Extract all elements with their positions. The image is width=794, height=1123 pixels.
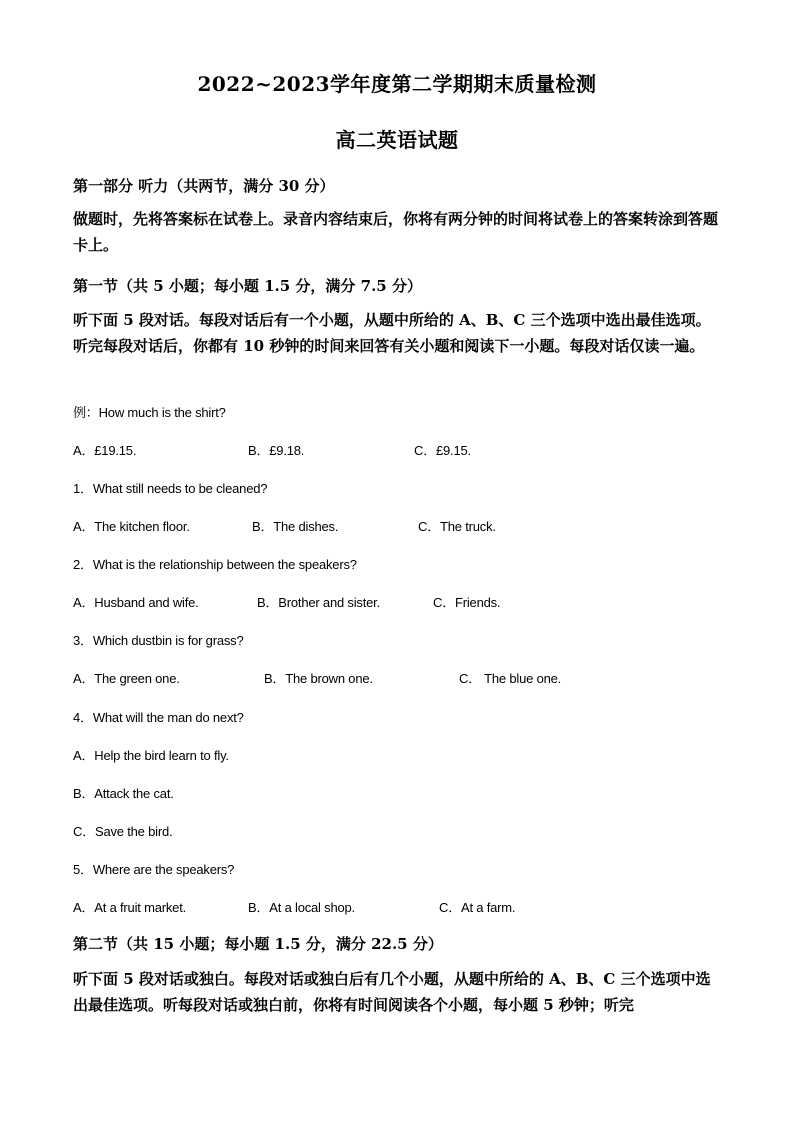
section1-instruction: 听下面 5 段对话。每段对话后有一个小题，从题中所给的 A、B、C 三个选项中选出最佳选项。听完每段对话后，你都有 10 秒钟的时间来回答有关小题和阅读下一小题。每段对话仅读一遍。 [73,311,711,355]
question-5: 5．Where are the speakers? [73,862,235,877]
question-5-option-c: C．At a farm. [439,900,516,915]
exam-subtitle: 高二英语试题 [335,128,459,152]
question-3-option-c: C． The blue one. [459,671,562,686]
question-2-option-a: A．Husband and wife. [73,595,199,610]
example-option-a: A．£19.15. [73,443,137,458]
question-1-option-b: B．The dishes. [252,519,339,534]
section2-instruction: 听下面 5 段对话或独白。每段对话或独白后有几个小题，从题中所给的 A、B、C 三个选项中选出最佳选项。听每段对话或独白前，你将有时间阅读各个小题，每小题 5 秒钟；听完 [73,970,711,1014]
example-question: 例：How much is the shirt? [73,405,226,420]
question-3-option-a: A．The green one. [73,671,180,686]
question-1: 1．What still needs to be cleaned? [73,481,268,496]
question-1-option-a: A．The kitchen floor. [73,519,190,534]
question-3-option-b: B．The brown one. [264,671,373,686]
example-option-c: C．£9.15. [414,443,471,458]
question-4-option-a: A．Help the bird learn to fly. [73,748,229,763]
question-2: 2．What is the relationship between the speakers? [73,557,357,572]
exam-title: 2022~2023学年度第二学期期末质量检测 [197,72,597,96]
part1-instruction: 做题时，先将答案标在试卷上。录音内容结束后，你将有两分钟的时间将试卷上的答案转涂到答题卡上。 [73,210,719,254]
question-4-option-b: B．Attack the cat. [73,786,174,801]
question-2-option-b: B．Brother and sister. [257,595,380,610]
section2-heading: 第二节（共 15 小题；每小题 1.5 分，满分 22.5 分） [73,935,443,953]
example-option-b: B．£9.18. [248,443,305,458]
question-5-option-a: A．At a fruit market. [73,900,187,915]
question-5-option-b: B．At a local shop. [248,900,355,915]
question-4: 4．What will the man do next? [73,710,244,725]
question-3: 3．Which dustbin is for grass? [73,633,244,648]
section1-heading: 第一节（共 5 小题；每小题 1.5 分，满分 7.5 分） [73,277,422,295]
question-1-option-c: C．The truck. [418,519,496,534]
part1-heading: 第一部分 听力（共两节，满分 30 分） [73,177,335,195]
question-2-option-c: C．Friends. [433,595,501,610]
question-4-option-c: C．Save the bird. [73,824,173,839]
